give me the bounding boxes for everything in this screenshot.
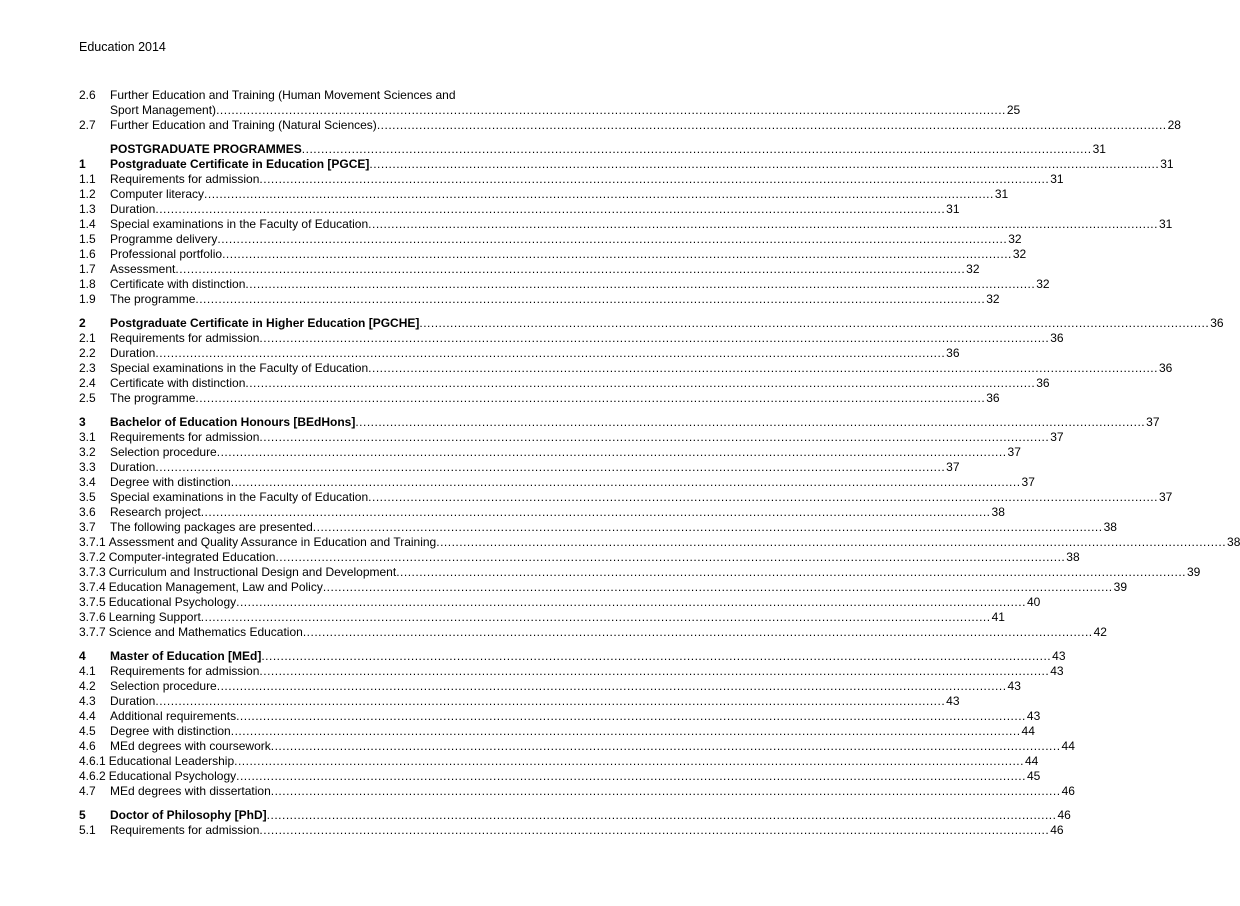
page-header: Education 2014	[79, 40, 166, 54]
toc-entry-title: Professional portfolio	[110, 247, 223, 261]
dot-leader	[234, 754, 1024, 769]
toc-entry-page: 45	[1026, 769, 1041, 783]
toc-entry[interactable]	[79, 475, 1035, 490]
dot-leader	[369, 157, 1159, 172]
dot-leader	[245, 376, 1035, 391]
toc-entry[interactable]	[79, 316, 1224, 331]
toc-entry-page: 28	[1167, 118, 1181, 132]
dot-leader	[259, 172, 1049, 187]
toc-entry-page: 36	[1158, 361, 1173, 375]
toc-entry-title: Special examinations in the Faculty of Education	[110, 490, 369, 504]
toc-entry[interactable]	[79, 217, 1173, 232]
toc-entry-title: Educational Psychology	[108, 595, 237, 609]
toc-entry[interactable]	[79, 157, 1174, 172]
toc-entry-title: Certificate with distinction	[110, 376, 246, 390]
toc-entry-number: 1.1	[79, 172, 96, 186]
toc-entry-number: 3	[79, 415, 86, 429]
toc-entry-page: 43	[946, 694, 960, 708]
toc-entry-page: 37	[1007, 445, 1021, 459]
dot-leader	[155, 460, 945, 475]
toc-entry-title: Requirements for admission	[110, 172, 260, 186]
dot-leader	[267, 808, 1057, 823]
toc-entry-number: 1.5	[79, 232, 96, 246]
dot-leader	[155, 346, 945, 361]
toc-entry[interactable]	[79, 679, 1021, 694]
toc-entry-number: 2.6	[79, 88, 96, 102]
dot-leader	[368, 217, 1158, 232]
toc-entry-number: 4.2	[79, 679, 96, 693]
toc-entry-number: 2.2	[79, 346, 96, 360]
dot-leader	[259, 823, 1049, 838]
toc-entry-title: Programme delivery	[110, 232, 218, 246]
toc-entry-page: 46	[1057, 808, 1071, 822]
section-spacer	[79, 799, 545, 808]
dot-leader	[261, 649, 1051, 664]
toc-entry-number: 3.7.6	[79, 610, 106, 624]
toc-entry-title: Special examinations in the Faculty of Education	[110, 217, 369, 231]
section-spacer	[79, 307, 545, 316]
toc-entry-page: 37	[946, 460, 960, 474]
toc-entry-page: 31	[946, 202, 960, 216]
toc-entry-number: 1.6	[79, 247, 96, 261]
toc-entry[interactable]	[79, 649, 1066, 664]
toc-entry-page: 36	[1050, 331, 1064, 345]
toc-entry[interactable]	[79, 550, 1080, 565]
toc-entry[interactable]	[79, 460, 960, 475]
dot-leader	[419, 316, 1209, 331]
toc-entry[interactable]	[79, 202, 960, 217]
toc-entry-page: 43	[1026, 709, 1041, 723]
toc-entry[interactable]	[79, 445, 1021, 460]
toc-entry-number: 3.7.4	[79, 580, 106, 594]
toc-entry[interactable]	[79, 565, 1201, 580]
toc-entry[interactable]	[79, 490, 1173, 505]
toc-entry-page: 38	[1103, 520, 1117, 534]
toc-entry-number: 3.7.2	[79, 550, 106, 564]
toc-entry[interactable]	[79, 610, 1005, 625]
toc-entry-page: 43	[1050, 664, 1064, 678]
toc-entry[interactable]	[79, 724, 1035, 739]
toc-entry[interactable]	[79, 595, 1041, 610]
toc-entry[interactable]	[79, 172, 1064, 187]
toc-entry-page: 37	[1050, 430, 1064, 444]
toc-entry-number: 1.3	[79, 202, 96, 216]
toc-entry-title: Computer-integrated Education	[108, 550, 276, 564]
toc-entry-title: Computer literacy	[110, 187, 205, 201]
dot-leader	[271, 739, 1061, 754]
toc-entry[interactable]	[79, 505, 1005, 520]
toc-entry-page: 25	[1006, 103, 1021, 117]
dot-leader	[195, 292, 985, 307]
toc-entry-number: 4.7	[79, 784, 96, 798]
dot-leader	[231, 724, 1021, 739]
toc-entry-page: 32	[1036, 277, 1050, 291]
toc-entry-number: 1.7	[79, 262, 96, 276]
toc-entry-title: Postgraduate Certificate in Higher Education [PGCHE]	[110, 316, 420, 330]
toc-entry-number: 4	[79, 649, 86, 663]
toc-entry-title: Further Education and Training (Natural Sciences)	[110, 118, 377, 132]
toc-entry-number: 3.4	[79, 475, 96, 489]
toc-entry-title: Further Education and Training (Human Movement Sciences and	[110, 88, 456, 102]
dot-leader	[201, 505, 991, 520]
dot-leader	[217, 679, 1007, 694]
toc-entry-title: Science and Mathematics Education	[108, 625, 303, 639]
toc-entry[interactable]	[79, 769, 1041, 784]
toc-entry-number: 2	[79, 316, 86, 330]
toc-entry[interactable]	[79, 784, 1075, 799]
toc-entry-page: 31	[1092, 142, 1106, 156]
toc-entry-page: 41	[991, 610, 1005, 624]
toc-entry-title: Additional requirements	[110, 709, 237, 723]
toc-entry[interactable]	[79, 103, 1021, 118]
toc-entry-title: Research project	[110, 505, 201, 519]
toc-entry-page: 37	[1158, 490, 1173, 504]
dot-leader	[201, 610, 991, 625]
toc-entry-number: 3.5	[79, 490, 96, 504]
toc-entry-page: 32	[1008, 232, 1022, 246]
toc-entry-page: 44	[1024, 754, 1039, 768]
toc-entry-title: Certificate with distinction	[110, 277, 246, 291]
dot-leader	[259, 664, 1049, 679]
toc-entry-title: Duration	[110, 346, 156, 360]
toc-entry-title: Degree with distinction	[110, 724, 231, 738]
toc-entry[interactable]	[79, 262, 980, 277]
toc-entry-page: 42	[1093, 625, 1107, 639]
dot-leader	[204, 187, 994, 202]
toc-entry[interactable]	[79, 808, 1071, 823]
toc-entry-page: 40	[1026, 595, 1041, 609]
toc-entry-title: Degree with distinction	[110, 475, 231, 489]
dot-leader	[355, 415, 1145, 430]
table-of-contents	[79, 88, 1240, 838]
dot-leader	[175, 262, 965, 277]
dot-leader	[245, 277, 1035, 292]
toc-entry-title: Selection procedure	[110, 445, 217, 459]
toc-entry[interactable]	[79, 187, 1009, 202]
toc-entry-page: 44	[1061, 739, 1075, 753]
dot-leader	[236, 769, 1026, 784]
toc-entry-page: 44	[1021, 724, 1035, 738]
toc-entry-page: 38	[1227, 535, 1240, 549]
toc-entry[interactable]	[79, 430, 1064, 445]
toc-entry-page: 37	[1146, 415, 1160, 429]
toc-entry-title: Assessment	[110, 262, 176, 276]
toc-entry-page: 36	[1210, 316, 1224, 330]
toc-entry-title: The following packages are presented	[110, 520, 313, 534]
dot-leader	[303, 625, 1093, 640]
dot-leader	[236, 709, 1026, 724]
toc-entry-title: Education Management, Law and Policy	[108, 580, 323, 594]
toc-entry[interactable]	[79, 232, 1022, 247]
dot-leader	[368, 361, 1158, 376]
toc-entry-number: 3.1	[79, 430, 96, 444]
toc-entry-title: Requirements for admission	[110, 823, 260, 837]
toc-entry-title: Postgraduate Certificate in Education [PGCE]	[110, 157, 370, 171]
toc-entry-title: Duration	[110, 202, 156, 216]
dot-leader	[155, 694, 945, 709]
toc-entry-title: Educational Leadership	[108, 754, 235, 768]
toc-entry-page: 43	[1052, 649, 1066, 663]
dot-leader	[368, 490, 1158, 505]
dot-leader	[236, 595, 1026, 610]
toc-entry-title: Doctor of Philosophy [PhD]	[110, 808, 267, 822]
toc-entry-title: Curriculum and Instructional Design and Development	[108, 565, 397, 579]
toc-entry-number: 3.7.5	[79, 595, 106, 609]
toc-entry-number: 2.4	[79, 376, 96, 390]
toc-entry-page: 38	[1066, 550, 1080, 564]
toc-entry[interactable]	[79, 823, 1064, 838]
toc-entry-title: The programme	[110, 292, 196, 306]
toc-entry-page: 38	[991, 505, 1005, 519]
toc-entry-number: 3.7.3	[79, 565, 106, 579]
toc-entry-title: Requirements for admission	[110, 331, 260, 345]
toc-entry[interactable]	[79, 346, 960, 361]
section-spacer	[79, 133, 545, 142]
dot-leader	[195, 391, 985, 406]
toc-entry-number: 5.1	[79, 823, 96, 837]
toc-entry-number: 5	[79, 808, 86, 822]
dot-leader	[222, 247, 1012, 262]
dot-leader	[436, 535, 1226, 550]
section-spacer	[79, 406, 545, 415]
toc-entry-page: 36	[946, 346, 960, 360]
toc-entry-number: 3.7.1	[79, 535, 106, 549]
toc-entry[interactable]	[79, 709, 1041, 724]
toc-entry-number: 1.8	[79, 277, 96, 291]
toc-entry-page: 46	[1050, 823, 1064, 837]
toc-entry-number: 1.4	[79, 217, 96, 231]
toc-entry-page: 39	[1113, 580, 1128, 594]
toc-entry-number: 3.6	[79, 505, 96, 519]
toc-entry-page: 43	[1007, 679, 1021, 693]
dot-leader	[313, 520, 1103, 535]
dot-leader	[259, 430, 1049, 445]
toc-entry-page: 31	[1158, 217, 1173, 231]
toc-entry[interactable]	[79, 520, 1117, 535]
toc-entry-page: 32	[1012, 247, 1027, 261]
dot-leader	[275, 550, 1065, 565]
toc-entry[interactable]	[79, 580, 1128, 595]
toc-entry-title: Selection procedure	[110, 679, 217, 693]
toc-entry-number: 4.6	[79, 739, 96, 753]
toc-entry-title: Educational Psychology	[108, 769, 237, 783]
toc-entry-number: 4.6.1	[79, 754, 106, 768]
toc-entry-title: Requirements for admission	[110, 430, 260, 444]
toc-entry[interactable]	[79, 247, 1027, 262]
dot-leader	[231, 475, 1021, 490]
toc-entry-number: 2.5	[79, 391, 96, 405]
section-spacer	[79, 640, 545, 649]
dot-leader	[396, 565, 1186, 580]
toc-entry-page: 36	[1036, 376, 1050, 390]
toc-entry-number: 2.3	[79, 361, 96, 375]
toc-entry-number: 3.7.7	[79, 625, 106, 639]
toc-entry-number: 4.1	[79, 664, 96, 678]
toc-entry[interactable]	[79, 415, 1160, 430]
toc-entry-page: 31	[994, 187, 1009, 201]
dot-leader	[259, 331, 1049, 346]
toc-entry[interactable]	[79, 331, 1064, 346]
toc-entry-number: 2.1	[79, 331, 96, 345]
toc-entry-title: MEd degrees with dissertation	[110, 784, 271, 798]
toc-entry[interactable]	[79, 535, 1240, 550]
dot-leader	[323, 580, 1113, 595]
toc-entry[interactable]	[79, 277, 1050, 292]
toc-entry-title: Duration	[110, 460, 156, 474]
toc-entry-title: The programme	[110, 391, 196, 405]
toc-entry-page: 39	[1187, 565, 1201, 579]
toc-entry-title: MEd degrees with coursework	[110, 739, 271, 753]
toc-entry[interactable]	[79, 361, 1173, 376]
toc-entry-number: 4.3	[79, 694, 96, 708]
toc-entry[interactable]	[79, 739, 1075, 754]
dot-leader	[302, 142, 1092, 157]
toc-entry-number: 1.2	[79, 187, 96, 201]
toc-entry-title: POSTGRADUATE PROGRAMMES	[110, 142, 302, 156]
toc-entry-title: Duration	[110, 694, 156, 708]
toc-entry-page: 32	[986, 292, 1000, 306]
toc-entry-number: 2.7	[79, 118, 96, 132]
toc-entry-number: 3.3	[79, 460, 96, 474]
toc-entry[interactable]	[79, 292, 1000, 307]
toc-entry-number: 3.7	[79, 520, 96, 534]
toc-entry-title: Learning Support	[108, 610, 201, 624]
toc-entry-page: 31	[1050, 172, 1064, 186]
dot-leader	[155, 202, 945, 217]
toc-entry[interactable]	[79, 391, 1000, 406]
toc-entry-number: 4.4	[79, 709, 96, 723]
dot-leader	[377, 118, 1167, 133]
toc-entry-page: 36	[986, 391, 1000, 405]
toc-entry-number: 3.2	[79, 445, 96, 459]
toc-entry[interactable]	[79, 376, 1050, 391]
toc-entry-title: Master of Education [MEd]	[110, 649, 262, 663]
toc-entry[interactable]	[79, 118, 1181, 133]
toc-entry-title: Special examinations in the Faculty of Education	[110, 361, 369, 375]
toc-entry-page: 37	[1021, 475, 1035, 489]
toc-entry-page: 32	[966, 262, 980, 276]
toc-entry[interactable]	[79, 88, 545, 103]
toc-entry[interactable]	[79, 625, 1107, 640]
toc-entry-number: 4.5	[79, 724, 96, 738]
toc-entry[interactable]	[79, 694, 960, 709]
toc-entry-title: Sport Management)	[110, 103, 217, 117]
toc-entry[interactable]	[79, 754, 1039, 769]
toc-entry[interactable]	[79, 664, 1064, 679]
toc-entry-title: Requirements for admission	[110, 664, 260, 678]
toc-entry-number: 4.6.2	[79, 769, 106, 783]
dot-leader	[217, 445, 1007, 460]
dot-leader	[217, 232, 1007, 247]
toc-entry[interactable]	[79, 142, 1106, 157]
toc-entry-title: Bachelor of Education Honours [BEdHons]	[110, 415, 356, 429]
toc-entry-page: 46	[1061, 784, 1075, 798]
toc-entry-page: 31	[1160, 157, 1174, 171]
dot-leader	[271, 784, 1061, 799]
toc-entry-title: Assessment and Quality Assurance in Education and Training	[108, 535, 437, 549]
toc-entry-number: 1.9	[79, 292, 96, 306]
toc-entry-number: 1	[79, 157, 86, 171]
dot-leader	[216, 103, 1006, 118]
